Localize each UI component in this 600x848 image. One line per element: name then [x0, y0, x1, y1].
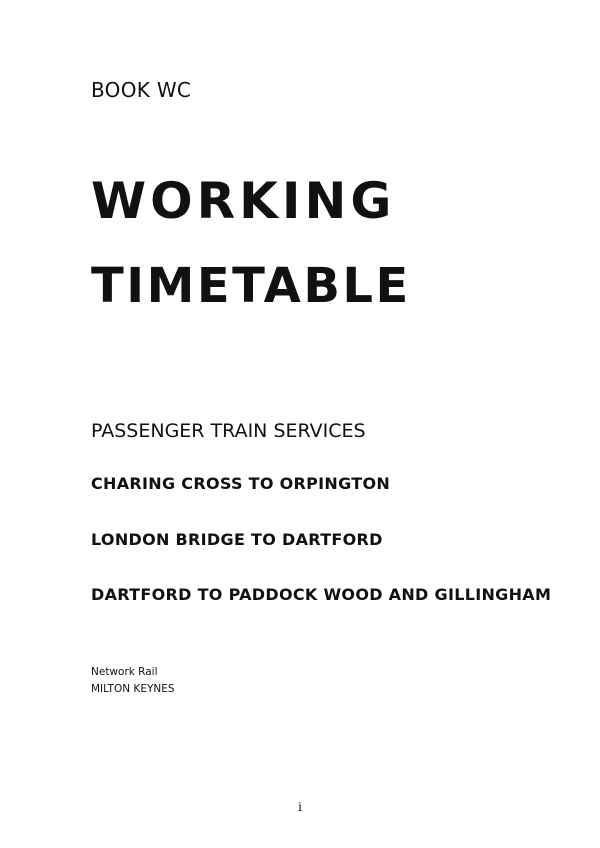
- publisher-name: Network Rail: [91, 666, 158, 678]
- section-heading: PASSENGER TRAIN SERVICES: [91, 420, 366, 442]
- book-label: BOOK WC: [91, 78, 192, 102]
- route-charing-cross-orpington: CHARING CROSS TO ORPINGTON: [91, 474, 391, 493]
- route-london-bridge-dartford: LONDON BRIDGE TO DARTFORD: [91, 530, 383, 549]
- page-number: i: [298, 800, 302, 814]
- title-line-timetable: TIMETABLE: [91, 258, 411, 314]
- route-dartford-paddock-wood-gillingham: DARTFORD TO PADDOCK WOOD AND GILLINGHAM: [91, 585, 552, 604]
- publisher-city: MILTON KEYNES: [91, 683, 175, 695]
- title-line-working: WORKING: [91, 172, 396, 230]
